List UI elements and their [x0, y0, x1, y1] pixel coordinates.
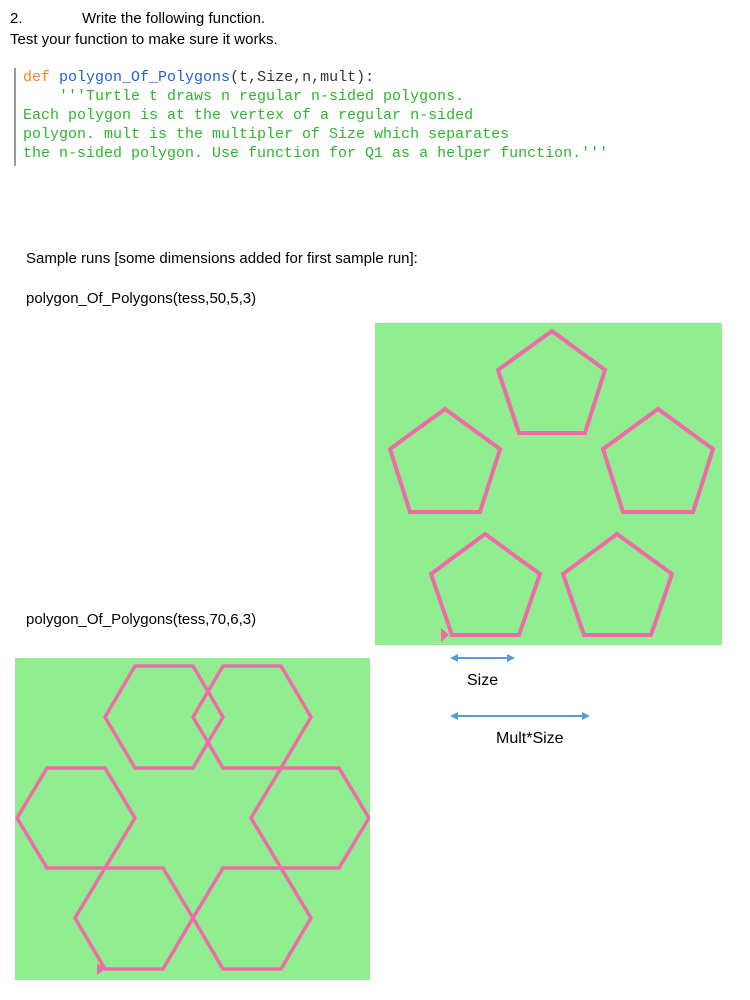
pentagon-bottom-left: [431, 534, 540, 635]
function-params: (t,Size,n,mult):: [230, 69, 375, 86]
docstring-line-3: polygon. mult is the multipler of Size which separates: [23, 126, 510, 143]
pentagon-left: [390, 409, 500, 512]
hexagon-bottom-right: [193, 868, 311, 969]
hexagon-middle-left: [17, 768, 135, 868]
size-arrow: [450, 654, 515, 662]
hexagon-top-left: [105, 666, 223, 768]
question-test-instruction: Test your function to make sure it works.: [10, 31, 278, 48]
mult-size-label: Mult*Size: [496, 730, 564, 747]
code-block: [14, 68, 723, 166]
pentagon-right: [603, 409, 713, 512]
sample-run-1-call: polygon_Of_Polygons(tess,50,5,3): [26, 290, 257, 307]
hexagon-middle-right: [251, 768, 369, 868]
hexagon-bottom-left: [75, 868, 193, 969]
def-keyword: def: [23, 69, 51, 86]
function-name: polygon_Of_Polygons: [59, 69, 231, 86]
question-number: 2.: [10, 10, 23, 27]
docstring-line-2: Each polygon is at the vertex of a regular n-sided: [23, 107, 474, 124]
pentagon-bottom-right: [563, 534, 672, 635]
size-label: Size: [467, 672, 499, 689]
sample-runs-intro: Sample runs [some dimensions added for first sample run]:: [26, 250, 418, 267]
pentagon-top: [498, 331, 605, 433]
docstring-line-1: '''Turtle t draws n regular n-sided polygons.: [23, 88, 465, 105]
docstring-line-4: the n-sided polygon. Use function for Q1 as a helper function.''': [23, 145, 609, 162]
question-title: Write the following function.: [82, 10, 266, 27]
turtle-canvas-hexagons: [15, 658, 370, 980]
turtle-canvas-pentagons: [375, 323, 722, 645]
code-signature-line: [23, 68, 723, 87]
mult-size-arrow: [450, 712, 590, 720]
hexagon-top-right: [193, 666, 311, 768]
turtle-marker: [441, 628, 449, 642]
sample-run-2-call: polygon_Of_Polygons(tess,70,6,3): [26, 611, 257, 628]
